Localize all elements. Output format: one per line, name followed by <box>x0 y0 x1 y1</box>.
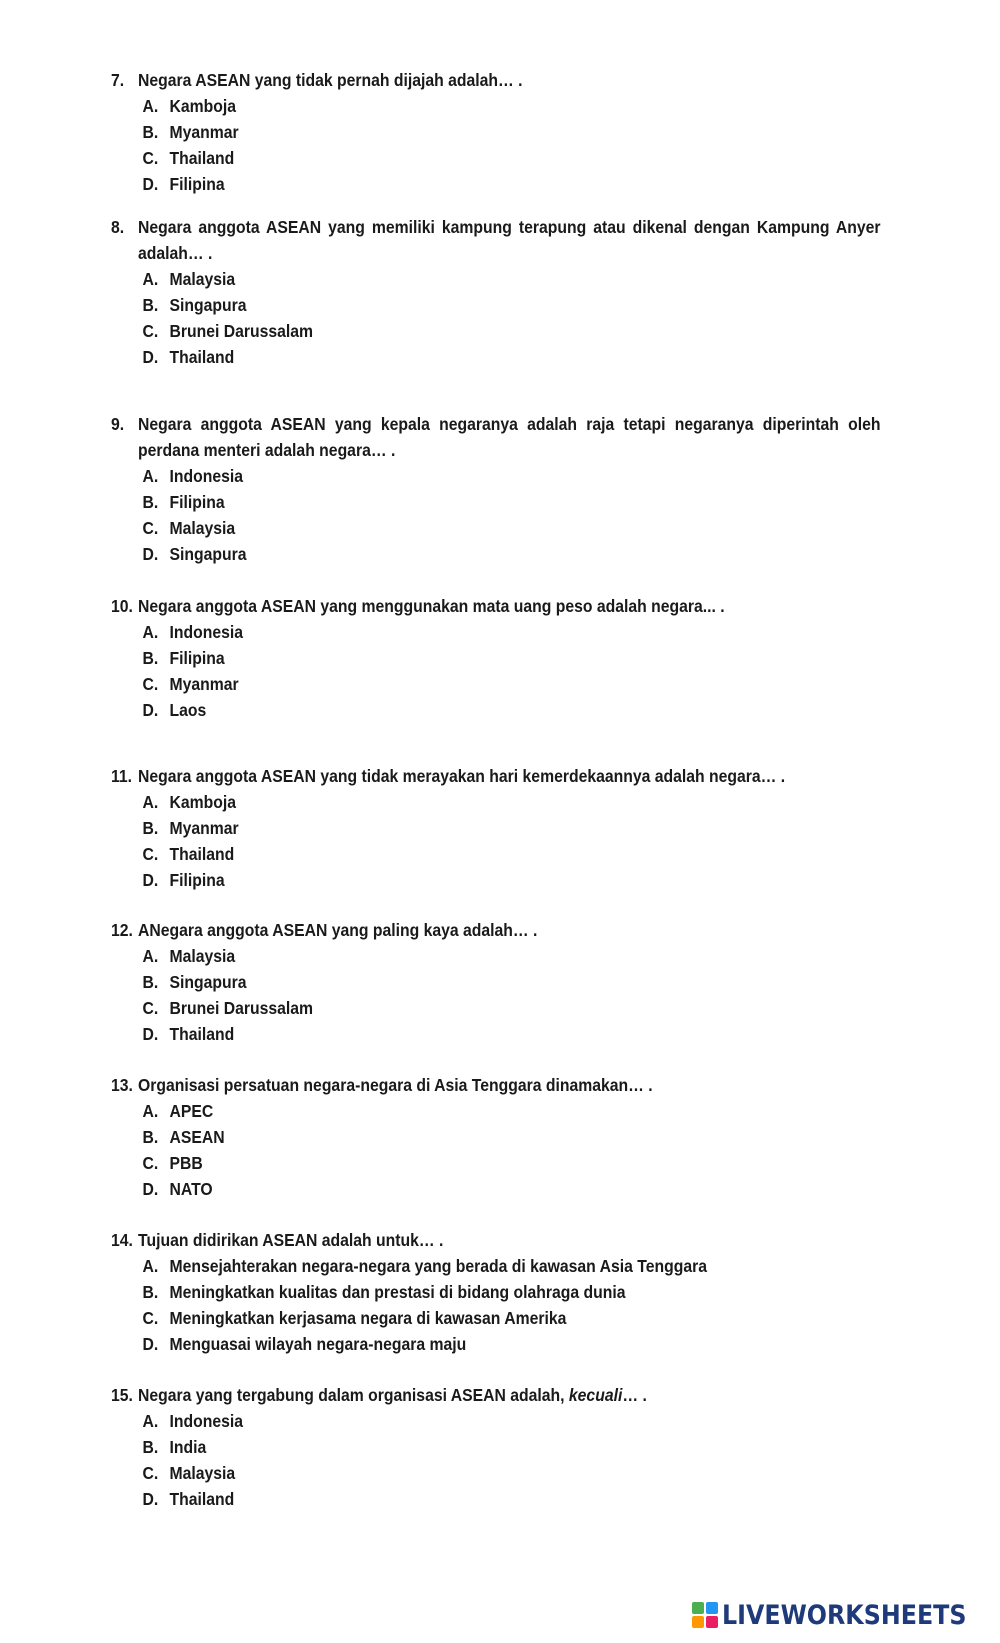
option-a[interactable] <box>111 943 912 969</box>
question-15 <box>111 1382 881 1512</box>
option-text: ASEAN <box>169 1127 225 1147</box>
question-stem <box>111 917 881 943</box>
brand-text: LIVEWORKSHEETS <box>722 1599 967 1631</box>
question-text: Negara anggota ASEAN yang tidak merayakan hari kemerdekaannya adalah negara… . <box>138 766 786 786</box>
option-letter: D. <box>142 1179 159 1199</box>
option-c[interactable] <box>111 995 912 1021</box>
option-text: Brunei Darussalam <box>169 321 314 341</box>
question-number: 12. <box>111 920 133 940</box>
question-text-emphasis: kecuali <box>568 1385 623 1405</box>
option-list <box>111 943 881 1047</box>
question-text-prefix: Negara yang tergabung dalam organisasi ASEAN adalah, <box>138 1385 569 1405</box>
option-a[interactable] <box>111 1098 912 1124</box>
question-number: 9. <box>111 414 125 434</box>
option-text: APEC <box>169 1101 214 1121</box>
option-text: Myanmar <box>169 122 239 142</box>
question-number: 10. <box>111 596 133 616</box>
option-text: Laos <box>169 700 207 720</box>
logo-tile-icon <box>692 1602 704 1614</box>
option-letter: B. <box>142 1282 159 1302</box>
option-a[interactable] <box>111 1408 912 1434</box>
logo-tile-icon <box>706 1602 718 1614</box>
option-b[interactable] <box>111 1434 912 1460</box>
option-a[interactable] <box>111 93 912 119</box>
question-stem <box>111 411 881 463</box>
question-number: 7. <box>111 70 125 90</box>
question-stem <box>111 1227 881 1253</box>
option-letter: A. <box>142 1411 159 1431</box>
option-text: Myanmar <box>169 674 239 694</box>
option-list <box>111 619 881 723</box>
option-letter: B. <box>142 122 159 142</box>
option-a[interactable] <box>111 619 912 645</box>
option-text: Thailand <box>169 148 235 168</box>
option-letter: C. <box>142 998 159 1018</box>
option-text: Indonesia <box>169 466 244 486</box>
option-letter: B. <box>142 295 159 315</box>
option-c[interactable] <box>111 671 912 697</box>
question-number: 8. <box>111 217 125 237</box>
option-letter: C. <box>142 1153 159 1173</box>
question-text: Tujuan didirikan ASEAN adalah untuk… . <box>138 1230 444 1250</box>
option-b[interactable] <box>111 119 912 145</box>
option-d[interactable] <box>111 1331 912 1357</box>
option-text: Filipina <box>169 870 225 890</box>
option-c[interactable] <box>111 1460 912 1486</box>
option-text: Meningkatkan kerjasama negara di kawasan Amerika <box>169 1308 567 1328</box>
question-9 <box>111 411 881 567</box>
option-text: Malaysia <box>169 1463 236 1483</box>
option-a[interactable] <box>111 1253 912 1279</box>
option-b[interactable] <box>111 1279 912 1305</box>
option-letter: B. <box>142 818 159 838</box>
logo-tile-icon <box>706 1616 718 1628</box>
question-12 <box>111 917 881 1047</box>
option-d[interactable] <box>111 541 912 567</box>
option-text: Thailand <box>169 1024 235 1044</box>
option-text: Singapura <box>169 544 247 564</box>
option-list <box>111 93 881 197</box>
option-letter: A. <box>142 466 159 486</box>
option-letter: C. <box>142 321 159 341</box>
question-7 <box>111 67 881 197</box>
question-text: Negara anggota ASEAN yang memiliki kampung terapung atau dikenal dengan Kampung Anyer adalah… . <box>138 217 881 263</box>
liveworksheets-logo-icon <box>692 1602 718 1628</box>
option-letter: A. <box>142 1256 159 1276</box>
option-text: Thailand <box>169 844 235 864</box>
option-b[interactable] <box>111 645 912 671</box>
option-text: Indonesia <box>169 622 244 642</box>
option-text: Filipina <box>169 648 225 668</box>
option-d[interactable] <box>111 867 912 893</box>
option-text: NATO <box>169 1179 213 1199</box>
option-list <box>111 463 881 567</box>
option-c[interactable] <box>111 318 912 344</box>
question-text: Organisasi persatuan negara-negara di Asia Tenggara dinamakan… . <box>138 1075 653 1095</box>
option-text: Malaysia <box>169 269 236 289</box>
question-stem <box>111 214 881 266</box>
option-a[interactable] <box>111 266 912 292</box>
option-list <box>111 266 881 370</box>
option-d[interactable] <box>111 1176 912 1202</box>
option-text: Singapura <box>169 972 247 992</box>
option-letter: C. <box>142 674 159 694</box>
question-text: Negara anggota ASEAN yang kepala negaranya adalah raja tetapi negaranya diperintah oleh perdana menteri adalah negara… . <box>138 414 881 460</box>
option-a[interactable] <box>111 789 912 815</box>
option-text: Thailand <box>169 1489 235 1509</box>
option-text: Brunei Darussalam <box>169 998 314 1018</box>
option-list <box>111 1408 881 1512</box>
option-letter: C. <box>142 518 159 538</box>
option-c[interactable] <box>111 145 912 171</box>
option-text: Myanmar <box>169 818 239 838</box>
option-letter: D. <box>142 544 159 564</box>
question-stem <box>111 67 881 93</box>
option-d[interactable] <box>111 344 912 370</box>
option-c[interactable] <box>111 841 912 867</box>
option-text: Singapura <box>169 295 247 315</box>
option-text: Malaysia <box>169 518 236 538</box>
option-d[interactable] <box>111 697 912 723</box>
option-letter: A. <box>142 96 159 116</box>
option-text: Kamboja <box>169 792 237 812</box>
logo-tile-icon <box>692 1616 704 1628</box>
option-letter: C. <box>142 1463 159 1483</box>
option-letter: B. <box>142 972 159 992</box>
option-letter: C. <box>142 844 159 864</box>
option-text: Meningkatkan kualitas dan prestasi di bidang olahraga dunia <box>169 1282 626 1302</box>
option-text: PBB <box>169 1153 203 1173</box>
option-letter: D. <box>142 174 159 194</box>
option-letter: A. <box>142 269 159 289</box>
question-text: ANegara anggota ASEAN yang paling kaya adalah… . <box>138 920 538 940</box>
option-text: Malaysia <box>169 946 236 966</box>
option-letter: D. <box>142 347 159 367</box>
option-letter: C. <box>142 148 159 168</box>
option-d[interactable] <box>111 1021 912 1047</box>
option-text: Indonesia <box>169 1411 244 1431</box>
option-text: Kamboja <box>169 96 237 116</box>
question-stem <box>111 593 881 619</box>
question-13 <box>111 1072 881 1202</box>
option-letter: D. <box>142 870 159 890</box>
option-letter: A. <box>142 946 159 966</box>
option-b[interactable] <box>111 489 912 515</box>
question-number: 15. <box>111 1385 133 1405</box>
question-number: 11. <box>111 766 133 786</box>
question-text <box>138 1382 881 1408</box>
question-10 <box>111 593 881 723</box>
option-b[interactable] <box>111 815 912 841</box>
option-b[interactable] <box>111 1124 912 1150</box>
option-c[interactable] <box>111 1150 912 1176</box>
question-11 <box>111 763 881 893</box>
option-list <box>111 1098 881 1202</box>
option-c[interactable] <box>111 515 912 541</box>
option-b[interactable] <box>111 292 912 318</box>
question-text: Negara anggota ASEAN yang menggunakan mata uang peso adalah negara... . <box>138 596 725 616</box>
option-letter: D. <box>142 700 159 720</box>
option-text: Filipina <box>169 174 225 194</box>
question-text-suffix: … . <box>622 1385 647 1405</box>
option-text: Thailand <box>169 347 235 367</box>
option-letter: A. <box>142 792 159 812</box>
option-text: India <box>169 1437 207 1457</box>
option-list <box>111 789 881 893</box>
option-b[interactable] <box>111 969 912 995</box>
option-letter: B. <box>142 1127 159 1147</box>
option-d[interactable] <box>111 1486 912 1512</box>
question-text: Negara ASEAN yang tidak pernah dijajah adalah… . <box>138 70 523 90</box>
option-letter: B. <box>142 1437 159 1457</box>
question-stem <box>111 1382 881 1408</box>
option-letter: B. <box>142 492 159 512</box>
option-list <box>111 1253 881 1357</box>
option-d[interactable] <box>111 171 912 197</box>
question-number: 13. <box>111 1075 133 1095</box>
question-8 <box>111 214 881 370</box>
question-stem <box>111 1072 881 1098</box>
option-a[interactable] <box>111 463 912 489</box>
option-letter: B. <box>142 648 159 668</box>
option-text: Mensejahterakan negara-negara yang berada di kawasan Asia Tenggara <box>169 1256 707 1276</box>
liveworksheets-brand <box>692 1598 1000 1632</box>
option-c[interactable] <box>111 1305 912 1331</box>
option-letter: D. <box>142 1334 159 1354</box>
question-stem <box>111 763 881 789</box>
option-letter: C. <box>142 1308 159 1328</box>
question-number: 14. <box>111 1230 133 1250</box>
question-14 <box>111 1227 881 1357</box>
option-text: Filipina <box>169 492 225 512</box>
option-letter: A. <box>142 1101 159 1121</box>
option-letter: A. <box>142 622 159 642</box>
option-text: Menguasai wilayah negara-negara maju <box>169 1334 467 1354</box>
option-letter: D. <box>142 1489 159 1509</box>
option-letter: D. <box>142 1024 159 1044</box>
